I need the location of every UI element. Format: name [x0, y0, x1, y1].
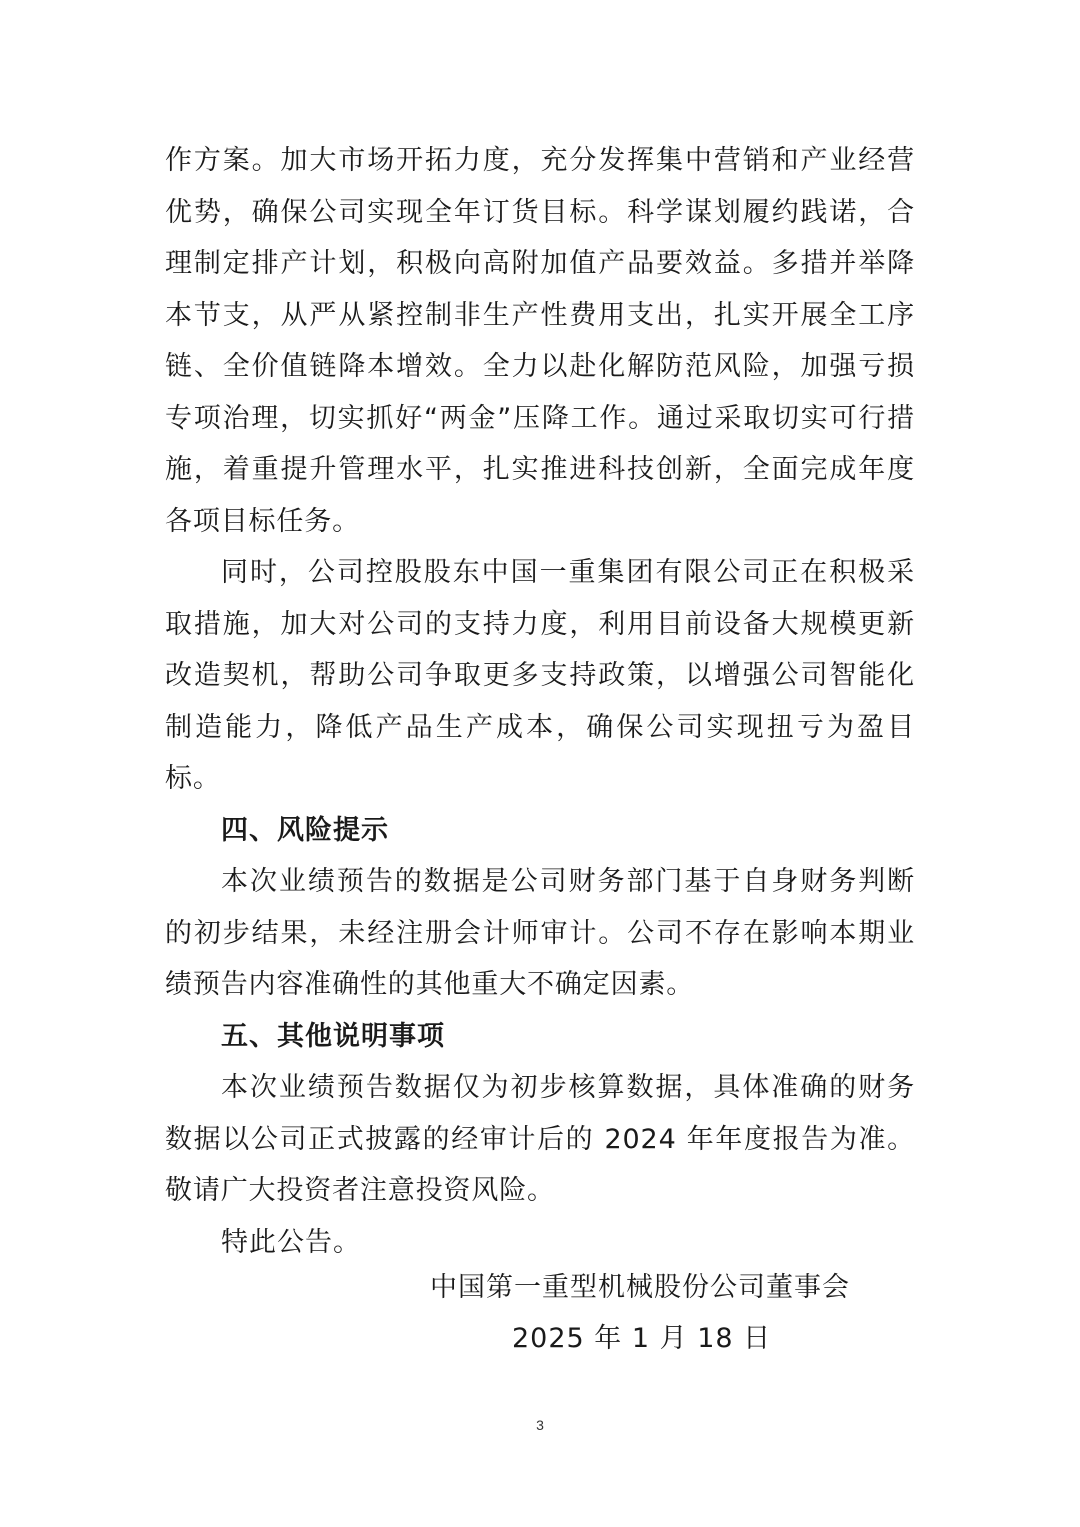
page-number: 3: [536, 1417, 544, 1433]
paragraph-work-plan: 作方案。加大市场开拓力度，充分发挥集中营销和产业经营优势，确保公司实现全年订货目标。科学谋划履约践诺，合理制定排产计划，积极向高附加值产品要效益。多措并举降本节支，从严从紧控制非生产性费用支出，扎实开展全工序链、全价值链降本增效。全力以赴化解防范风险，加强亏损专项治理，切实抓好“两金”压降工作。通过采取切实可行措施，着重提升管理水平，扎实推进科技创新，全面完成年度各项目标任务。: [165, 145, 915, 537]
document-body: [165, 135, 915, 1268]
signature-block: [430, 1262, 890, 1364]
section-heading-risk: 四、风险提示: [221, 814, 389, 846]
signature-date: 2025 年 1 月 18 日: [512, 1323, 772, 1354]
section-heading-other: 五、其他说明事项: [221, 1020, 445, 1052]
closing-statement: 特此公告。: [221, 1226, 361, 1258]
signature-company: 中国第一重型机械股份公司董事会: [430, 1272, 850, 1303]
paragraph-risk: 本次业绩预告的数据是公司财务部门基于自身财务判断的初步结果，未经注册会计师审计。公司不存在影响本期业绩预告内容准确性的其他重大不确定因素。: [165, 866, 915, 1000]
paragraph-other: 本次业绩预告数据仅为初步核算数据，具体准确的财务数据以公司正式披露的经审计后的 2024 年年度报告为准。敬请广大投资者注意投资风险。: [165, 1072, 915, 1206]
paragraph-shareholder-support: 同时，公司控股股东中国一重集团有限公司正在积极采取措施，加大对公司的支持力度，利用目前设备大规模更新改造契机，帮助公司争取更多支持政策，以增强公司智能化制造能力，降低产品生产成本，确保公司实现扭亏为盈目标。: [165, 557, 915, 794]
